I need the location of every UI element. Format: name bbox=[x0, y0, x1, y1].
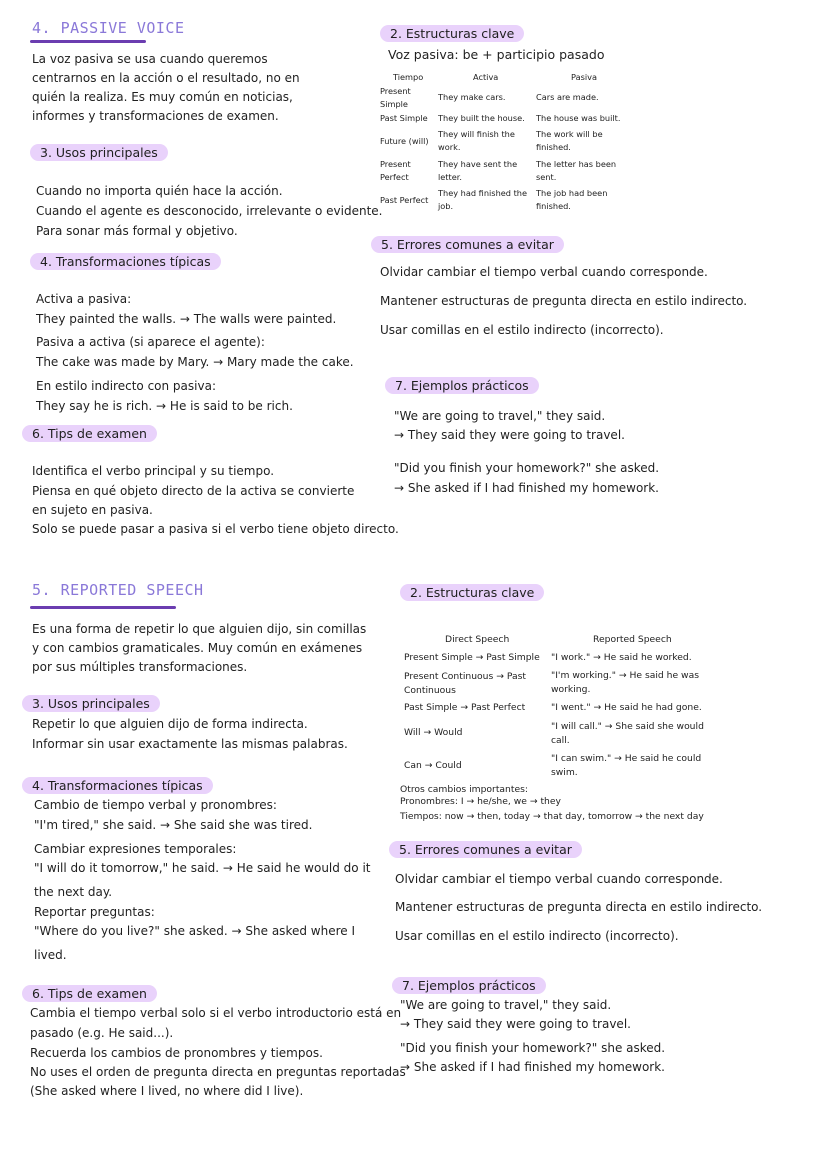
passive-error-2: Mantener estructuras de pregunta directa en estilo indirecto. bbox=[380, 294, 748, 308]
passive-ejemplo-1: "We are going to travel," they said. bbox=[394, 409, 606, 423]
reported-transf-3: Cambiar expresiones temporales: bbox=[34, 842, 237, 856]
reported-transf-5: the next day. bbox=[34, 885, 113, 899]
reported-transf-1: Cambio de tiempo verbal y pronombres: bbox=[34, 798, 277, 812]
passive-tip-3: Solo se puede pasar a pasiva si el verbo tiene objeto directo. bbox=[32, 522, 399, 536]
passive-transf-label: 4. Transformaciones típicas bbox=[30, 253, 221, 270]
reported-intro-3: por sus múltiples transformaciones. bbox=[32, 660, 248, 674]
reported-error-3: Usar comillas en el estilo indirecto (incorrecto). bbox=[395, 929, 679, 943]
passive-usos-label: 3. Usos principales bbox=[30, 144, 168, 161]
passive-tip-2: Piensa en qué objeto directo de la activa se convierte en sujeto en pasiva. bbox=[32, 484, 355, 517]
table-row: Present Perfect bbox=[380, 159, 411, 182]
reported-ejemplos-label: 7. Ejemplos prácticos bbox=[392, 977, 546, 994]
passive-estructuras-label: 2. Estructuras clave bbox=[380, 25, 524, 42]
reported-error-1: Olvidar cambiar el tiempo verbal cuando corresponde. bbox=[395, 872, 723, 886]
passive-transf-1: Activa a pasiva: bbox=[36, 292, 132, 306]
table-row: Present Simple → Past Simple bbox=[404, 652, 540, 663]
passive-th-tiempo: Tiempo bbox=[393, 72, 424, 82]
table-cell: The work will be finished. bbox=[536, 129, 603, 152]
reported-transf-8: lived. bbox=[34, 948, 67, 962]
passive-ejemplos-label: 7. Ejemplos prácticos bbox=[385, 377, 539, 394]
passive-th-pasiva: Pasiva bbox=[571, 72, 597, 82]
reported-title: 5. REPORTED SPEECH bbox=[32, 581, 204, 599]
table-cell: The job had been finished. bbox=[536, 188, 608, 211]
passive-errores-label: 5. Errores comunes a evitar bbox=[371, 236, 564, 253]
reported-transf-7: "Where do you live?" she asked. → She asked where I bbox=[34, 924, 355, 938]
passive-ejemplo-3: "Did you finish your homework?" she asked. bbox=[394, 461, 660, 475]
reported-ejemplo-1: "We are going to travel," they said. bbox=[400, 998, 612, 1012]
table-cell: They will finish the work. bbox=[438, 129, 515, 152]
passive-error-3: Usar comillas en el estilo indirecto (incorrecto). bbox=[380, 323, 664, 337]
reported-tip-2: pasado (e.g. He said...). bbox=[30, 1026, 174, 1040]
reported-transf-4: "I will do it tomorrow," he said. → He said he would do it bbox=[34, 861, 371, 875]
table-cell: They had finished the job. bbox=[438, 188, 528, 211]
passive-transf-4: The cake was made by Mary. → Mary made the cake. bbox=[36, 355, 354, 369]
table-cell: The house was built. bbox=[536, 113, 621, 123]
table-row: Past Simple → Past Perfect bbox=[404, 702, 526, 713]
passive-tips-label: 6. Tips de examen bbox=[22, 425, 157, 442]
passive-error-1: Olvidar cambiar el tiempo verbal cuando corresponde. bbox=[380, 265, 708, 279]
passive-uso-2: Cuando el agente es desconocido, irrelevante o evidente. bbox=[36, 204, 383, 218]
reported-otros-2: Tiempos: now → then, today → that day, tomorrow → the next day bbox=[400, 811, 704, 822]
table-row: Past Perfect bbox=[380, 195, 429, 205]
passive-intro: La voz pasiva se usa cuando queremos centrarnos en la acción o el resultado, no en quién la realiza. Es muy común en noticias, informes y transformaciones de examen. bbox=[32, 52, 300, 123]
passive-uso-1: Cuando no importa quién hace la acción. bbox=[36, 184, 283, 198]
passive-transf-5: En estilo indirecto con pasiva: bbox=[36, 379, 216, 393]
reported-estructuras-label: 2. Estructuras clave bbox=[400, 584, 544, 601]
reported-transf-label: 4. Transformaciones típicas bbox=[22, 777, 213, 794]
passive-ejemplo-2: → They said they were going to travel. bbox=[394, 428, 625, 442]
table-cell: The letter has been sent. bbox=[536, 159, 617, 182]
table-row: Past Simple bbox=[380, 113, 428, 123]
table-cell: They built the house. bbox=[438, 113, 525, 123]
table-row: Present Continuous → Past Continuous bbox=[404, 671, 526, 696]
passive-title-underline bbox=[30, 40, 146, 43]
passive-transf-3: Pasiva a activa (si aparece el agente): bbox=[36, 335, 265, 349]
passive-uso-3: Para sonar más formal y objetivo. bbox=[36, 224, 238, 238]
reported-tips-label: 6. Tips de examen bbox=[22, 985, 157, 1002]
reported-title-underline bbox=[30, 606, 176, 609]
table-cell: "I can swim." → He said he could swim. bbox=[551, 753, 702, 778]
table-cell: Cars are made. bbox=[536, 92, 599, 102]
reported-ejemplo-3: "Did you finish your homework?" she asked. bbox=[400, 1041, 666, 1055]
passive-formula: Voz pasiva: be + participio pasado bbox=[388, 47, 605, 62]
table-cell: "I'm working." → He said he was working. bbox=[551, 670, 699, 695]
table-cell: They make cars. bbox=[438, 92, 506, 102]
reported-otros-1: Pronombres: I → he/she, we → they bbox=[400, 796, 561, 807]
reported-transf-2: "I'm tired," she said. → She said she was tired. bbox=[34, 818, 313, 832]
reported-ejemplo-2: → They said they were going to travel. bbox=[400, 1017, 631, 1031]
table-cell: They have sent the letter. bbox=[438, 159, 518, 182]
table-row: Present Simple bbox=[380, 86, 411, 109]
passive-transf-6: They say he is rich. → He is said to be rich. bbox=[36, 399, 293, 413]
reported-transf-6: Reportar preguntas: bbox=[34, 905, 155, 919]
reported-tip-5: (She asked where I lived, no where did I live). bbox=[30, 1084, 304, 1098]
reported-intro-2: y con cambios gramaticales. Muy común en exámenes bbox=[32, 641, 363, 655]
passive-ejemplo-4: → She asked if I had finished my homework. bbox=[394, 481, 659, 495]
table-row: Will → Would bbox=[404, 727, 463, 738]
passive-transf-2: They painted the walls. → The walls were painted. bbox=[36, 312, 337, 326]
table-cell: "I will call." → She said she would call. bbox=[551, 721, 704, 746]
reported-uso-2: Informar sin usar exactamente las mismas palabras. bbox=[32, 737, 348, 751]
passive-th-activa: Activa bbox=[473, 72, 499, 82]
table-cell: "I went." → He said he had gone. bbox=[551, 702, 702, 713]
passive-tip-1: Identifica el verbo principal y su tiempo. bbox=[32, 464, 275, 478]
reported-th-reported: Reported Speech bbox=[593, 634, 672, 645]
table-cell: "I work." → He said he worked. bbox=[551, 652, 692, 663]
table-row: Can → Could bbox=[404, 760, 462, 771]
reported-tip-4: No uses el orden de pregunta directa en preguntas reportadas bbox=[30, 1065, 406, 1079]
reported-errores-label: 5. Errores comunes a evitar bbox=[389, 841, 582, 858]
reported-th-direct: Direct Speech bbox=[445, 634, 510, 645]
reported-otros-title: Otros cambios importantes: bbox=[400, 784, 529, 795]
reported-intro-1: Es una forma de repetir lo que alguien dijo, sin comillas bbox=[32, 622, 367, 636]
reported-uso-1: Repetir lo que alguien dijo de forma indirecta. bbox=[32, 717, 308, 731]
reported-ejemplo-4: → She asked if I had finished my homework. bbox=[400, 1060, 665, 1074]
reported-tip-3: Recuerda los cambios de pronombres y tiempos. bbox=[30, 1046, 323, 1060]
table-row: Future (will) bbox=[380, 136, 429, 146]
reported-usos-label: 3. Usos principales bbox=[22, 695, 160, 712]
reported-tip-1: Cambia el tiempo verbal solo si el verbo introductorio está en bbox=[30, 1006, 402, 1020]
reported-error-2: Mantener estructuras de pregunta directa en estilo indirecto. bbox=[395, 900, 763, 914]
passive-title: 4. PASSIVE VOICE bbox=[32, 19, 185, 37]
